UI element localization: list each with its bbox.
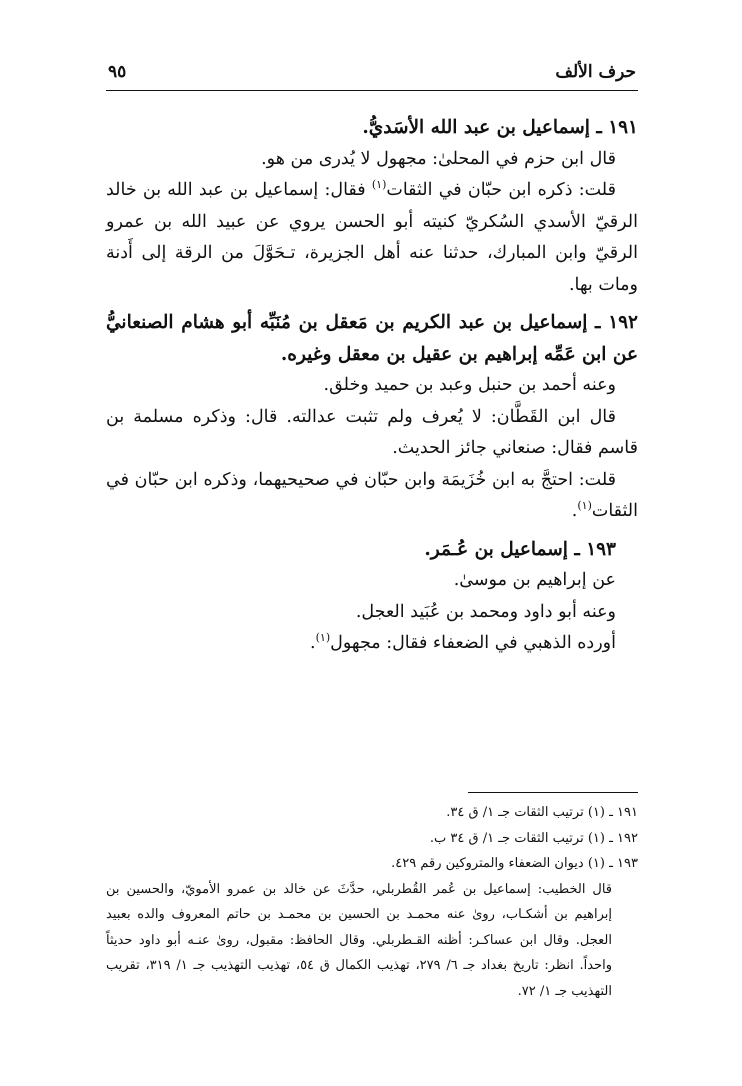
page-number: ٩٥ <box>108 62 127 82</box>
footnote-ref: (١) <box>577 499 592 513</box>
entry-heading: ١٩٣ ـ إسماعيل بن عُـمَر. <box>424 538 616 560</box>
footnote-note: قال الخطيب: إسماعيل بن عُمر القُطربلي، حدَّثَ عن خالد بن عمرو الأمويّ، والحسين بن إبراهيم بن أشكـاب، روىٰ عنه محمـد بن الحسين بن محمـد بن حاتم المعروف والده بعبيد العجل. وقال ابن عساكـر: أظنه القـطربلي. وقال الحافظ: مقبول، روىٰ عنـه أبو داود حديثاً واحداً. انظر: تاريخ بغداد جـ ٦/ ٢٧٩، تهذيب الكمال ق ٥٤، تهذيب التهذيب جـ ١/ ٣١٩، تقريب التهذيب جـ ١/ ٧٢. <box>106 881 612 999</box>
entry-line-text: قلت: ذكره ابن حبّان في الثقات <box>386 180 616 200</box>
entry-line-text: قلت: احتجَّ به ابن خُزَيمَة وابن حبّان في صحيحيهما، وذكره ابن حبّان في الثقات <box>106 469 638 521</box>
footnote-ref: (١) <box>371 178 387 192</box>
footnote-ref: (١) <box>315 631 331 645</box>
entry-heading: ١٩٢ ـ إسماعيل بن عبد الكريم بن مَعقل بن مُنَبِّه أبو هشام الصنعانيُّ عن ابن عَمِّه إبراهيم بن عقيل بن معقل وغيره. <box>106 312 638 365</box>
entry-line: قال ابن القَطَّان: لا يُعرف ولم تثبت عدالته. قال: وذكره مسلمة بن قاسم فقال: صنعاني جائز الحديث. <box>106 406 638 458</box>
entry-line: وعنه أبو داود ومحمد بن عُبَيد العجل. <box>355 601 616 622</box>
entry-line: عن إبراهيم بن موسىٰ. <box>453 570 616 590</box>
entry-line <box>106 175 638 301</box>
entry-line: وعنه أحمد بن حنبل وعبد بن حميد وخلق. <box>323 375 616 395</box>
footnote: ١٩١ ـ (١) ترتيب الثقات جـ ١/ ق ٣٤. <box>446 805 638 820</box>
entry-line: أورده الذهبي في الضعفاء فقال: مجهول$^{(١)}$. <box>310 631 616 653</box>
footnote: ١٩٣ ـ (١) ديوان الضعفاء والمتروكين رقم ٤٢٩. <box>391 856 638 871</box>
footnotes <box>106 800 638 1004</box>
entry-line-text: فقال: إسماعيل بن عبد الله بن خالد الرقيّ الأسدي السُكريّ كنيته أبو الحسن يروي عن عبيد الله بن عمرو الرقيّ وابن المبارك، حدثنا عنه أهل الجزيرة، تـحَوَّلَ من الرقة إلى أَدنة ومات بها. <box>106 180 638 295</box>
entry-line-text: أورده الذهبي في الضعفاء فقال: مجهول <box>330 633 616 653</box>
entry-line: قال ابن حزم في المحلىٰ: مجهول لا يُدرى من هو. <box>261 148 616 169</box>
footnote-rule <box>468 792 638 793</box>
main-text <box>106 112 638 660</box>
entry-heading: ١٩١ ـ إسماعيل بن عبد الله الأسَديُّ. <box>362 117 638 138</box>
entry-line: قلت: احتجَّ به ابن خُزَيمَة وابن حبّان في صحيحيهما، وذكره ابن حبّان في الثقات$^{(١)}$. <box>106 469 638 521</box>
running-header <box>108 62 636 88</box>
footnote: ١٩٢ ـ (١) ترتيب الثقات جـ ١/ ق ٣٤ ب. <box>429 830 638 846</box>
header-rule <box>106 90 638 91</box>
chapter-title: حرف الألف <box>555 62 636 82</box>
